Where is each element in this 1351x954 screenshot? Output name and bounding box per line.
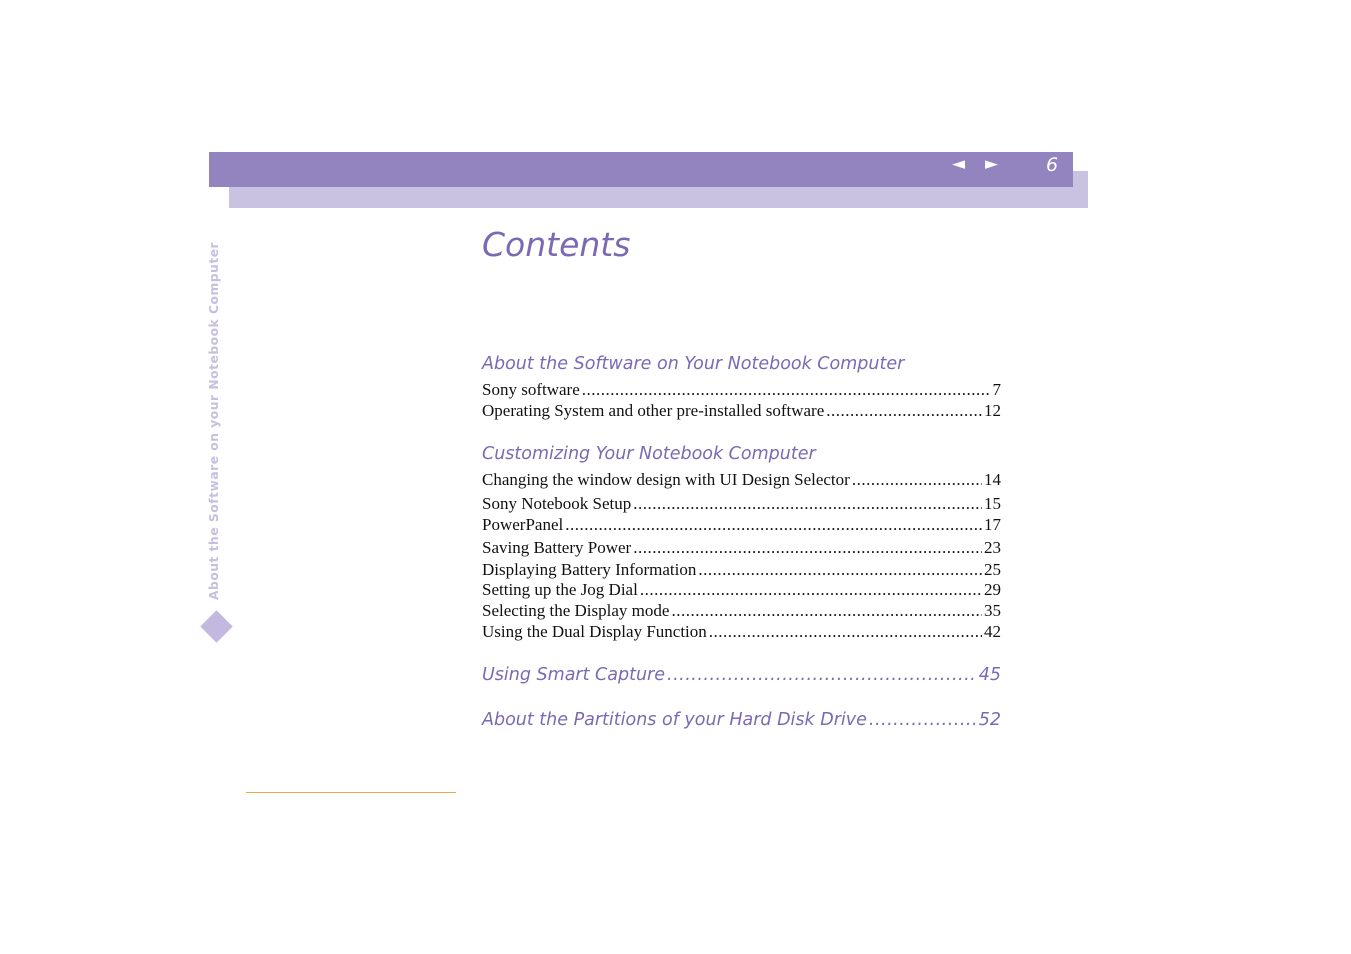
running-title-vertical: About the Software on your Notebook Computer — [207, 241, 221, 600]
toc-leader-dots — [826, 401, 982, 421]
toc-leader-dots — [671, 601, 982, 621]
toc-leader-dots — [852, 470, 982, 490]
toc-entry-label: Selecting the Display mode — [482, 601, 670, 620]
toc-entry-page: 42 — [984, 622, 1001, 641]
toc-entry-dual-display[interactable] — [482, 622, 1001, 642]
toc-section-smart-capture[interactable] — [482, 663, 1001, 687]
toc-entry-powerpanel[interactable] — [482, 515, 1001, 535]
toc-entry-sony-software[interactable] — [482, 380, 1001, 400]
toc-section-heading-software[interactable]: About the Software on Your Notebook Computer — [482, 354, 905, 374]
toc-leader-dots — [582, 380, 991, 400]
previous-page-arrow-icon[interactable]: ◄ — [952, 154, 966, 174]
toc-section-page: 45 — [978, 665, 1001, 685]
toc-leader-dots — [565, 515, 982, 535]
toc-entry-label: Saving Battery Power — [482, 538, 632, 557]
toc-section-label: About the Partitions of your Hard Disk Drive — [482, 710, 867, 730]
toc-leader-dots — [633, 538, 982, 558]
toc-entry-page: 14 — [984, 470, 1001, 489]
toc-leader-dots — [667, 663, 977, 687]
diamond-marker-icon — [200, 610, 233, 643]
page-title: Contents — [482, 225, 631, 264]
toc-section-label: Using Smart Capture — [482, 665, 666, 685]
toc-entry-page: 12 — [984, 401, 1001, 420]
toc-entry-page: 17 — [984, 515, 1001, 534]
toc-entry-label: Displaying Battery Information — [482, 560, 697, 579]
toc-entry-display-mode[interactable] — [482, 601, 1001, 621]
toc-leader-dots — [640, 580, 982, 600]
next-page-arrow-icon[interactable]: ► — [985, 154, 999, 174]
toc-entry-page: 29 — [984, 580, 1001, 599]
toc-entry-operating-system[interactable] — [482, 401, 1001, 421]
toc-entry-label: PowerPanel — [482, 515, 564, 534]
toc-entry-page: 7 — [992, 380, 1001, 399]
toc-entry-label: Using the Dual Display Function — [482, 622, 707, 641]
page-number: 6 — [1046, 154, 1059, 176]
header-bar — [209, 152, 1073, 187]
footer-rule — [246, 792, 456, 793]
toc-leader-dots — [633, 494, 982, 514]
toc-entry-ui-design-selector[interactable] — [482, 470, 1001, 490]
toc-section-hard-disk-partitions[interactable] — [482, 708, 1001, 732]
toc-entry-jog-dial[interactable] — [482, 580, 1001, 600]
toc-leader-dots — [709, 622, 982, 642]
toc-entry-label: Setting up the Jog Dial — [482, 580, 638, 599]
toc-entry-sony-notebook-setup[interactable] — [482, 494, 1001, 514]
toc-leader-dots — [698, 560, 982, 580]
toc-section-heading-customizing[interactable]: Customizing Your Notebook Computer — [482, 444, 816, 464]
toc-entry-page: 25 — [984, 560, 1001, 579]
toc-entry-saving-battery-power[interactable] — [482, 538, 1001, 558]
toc-entry-page: 23 — [984, 538, 1001, 557]
toc-section-page: 52 — [978, 710, 1001, 730]
toc-entry-page: 35 — [984, 601, 1001, 620]
toc-entry-page: 15 — [984, 494, 1001, 513]
toc-entry-battery-information[interactable] — [482, 560, 1001, 580]
toc-leader-dots — [869, 708, 977, 732]
toc-entry-label: Sony Notebook Setup — [482, 494, 632, 513]
toc-entry-label: Sony software — [482, 380, 580, 399]
toc-entry-label: Changing the window design with UI Design Selector — [482, 470, 850, 489]
toc-entry-label: Operating System and other pre-installed software — [482, 401, 825, 420]
